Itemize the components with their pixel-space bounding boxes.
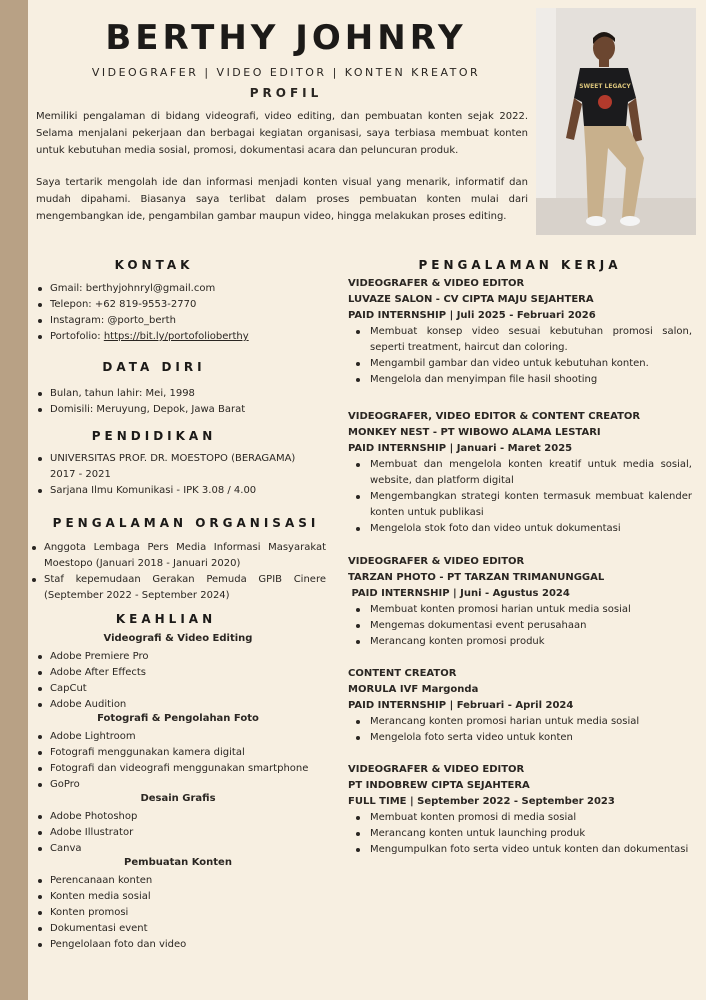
pengalaman-heading: PENGALAMAN KERJA bbox=[418, 258, 622, 272]
list-item: Mengambil gambar dan video untuk kebutuhan konten. bbox=[354, 356, 692, 372]
list-item: Dokumentasi event bbox=[36, 921, 336, 937]
keahlian-group-title: Videografi & Video Editing bbox=[103, 633, 253, 644]
job-period: PAID INTERNSHIP | Januari - Maret 2025 bbox=[348, 443, 573, 454]
list-item: Mengelola dan menyimpan file hasil shooting bbox=[354, 372, 692, 388]
portfolio-link[interactable]: https://bit.ly/portofolioberthy bbox=[103, 331, 249, 342]
list-item: Adobe Lightroom bbox=[36, 729, 336, 745]
list-item: Perencanaan konten bbox=[36, 873, 336, 889]
pendidikan-list bbox=[36, 451, 316, 499]
job-company: PT INDOBREW CIPTA SEJAHTERA bbox=[348, 780, 530, 791]
job-period: PAID INTERNSHIP | Juli 2025 - Februari 2026 bbox=[348, 310, 596, 321]
job-duties bbox=[354, 602, 692, 650]
list-item: Adobe Photoshop bbox=[36, 809, 336, 825]
job-company: LUVAZE SALON - CV CIPTA MAJU SEJAHTERA bbox=[348, 294, 594, 305]
list-item: Mengembangkan strategi konten termasuk membuat kalender konten untuk publikasi bbox=[354, 489, 692, 521]
profil-heading: PROFIL bbox=[249, 86, 323, 100]
list-item: Mengelola stok foto dan video untuk dokumentasi bbox=[354, 521, 692, 537]
list-item: Fotografi dan videografi menggunakan smartphone bbox=[36, 761, 336, 777]
job-company: MORULA IVF Margonda bbox=[348, 684, 479, 695]
list-item: Membuat konten promosi di media sosial bbox=[354, 810, 692, 826]
job-duties bbox=[354, 810, 692, 858]
keahlian-list-konten bbox=[36, 873, 336, 953]
list-item: Membuat dan mengelola konten kreatif untuk media sosial, website, dan platform digital bbox=[354, 457, 692, 489]
keahlian-list-video bbox=[36, 649, 336, 713]
list-item: Instagram: @porto_berth bbox=[36, 313, 336, 329]
kontak-list bbox=[36, 281, 336, 345]
list-item: GoPro bbox=[36, 777, 336, 793]
profile-photo bbox=[536, 8, 696, 235]
list-item: Canva bbox=[36, 841, 336, 857]
svg-text:SWEET LEGACY: SWEET LEGACY bbox=[579, 83, 631, 90]
job-entry bbox=[348, 666, 692, 746]
list-item: Membuat konsep video sesuai kebutuhan promosi salon, seperti treatment, haircut dan coloring. bbox=[354, 324, 692, 356]
list-item: Sarjana Ilmu Komunikasi - IPK 3.08 / 4.00 bbox=[36, 483, 316, 499]
keahlian-list-desain bbox=[36, 809, 336, 857]
list-item: Merancang konten untuk launching produk bbox=[354, 826, 692, 842]
keahlian-list-foto bbox=[36, 729, 336, 793]
list-item: Mengumpulkan foto serta video untuk konten dan dokumentasi bbox=[354, 842, 692, 858]
keahlian-group-title: Fotografi & Pengolahan Foto bbox=[97, 713, 259, 724]
list-item: Membuat konten promosi harian untuk media sosial bbox=[354, 602, 692, 618]
job-role: CONTENT CREATOR bbox=[348, 668, 457, 679]
job-duties bbox=[354, 457, 692, 537]
job-duties bbox=[354, 324, 692, 388]
list-item: Merancang konten promosi harian untuk media sosial bbox=[354, 714, 692, 730]
job-role: VIDEOGRAFER & VIDEO EDITOR bbox=[348, 764, 525, 775]
list-item: Mengemas dokumentasi event perusahaan bbox=[354, 618, 692, 634]
list-item bbox=[36, 329, 336, 345]
list-item: Konten promosi bbox=[36, 905, 336, 921]
list-item: Anggota Lembaga Pers Media Informasi Masyarakat Moestopo (Januari 2018 - Januari 2020) bbox=[30, 540, 326, 572]
list-item: Bulan, tahun lahir: Mei, 1998 bbox=[36, 386, 336, 402]
keahlian-heading: KEAHLIAN bbox=[115, 612, 217, 626]
job-entry bbox=[348, 276, 692, 388]
job-duties bbox=[354, 714, 692, 746]
person-photo-icon bbox=[536, 8, 696, 235]
job-role: VIDEOGRAFER, VIDEO EDITOR & CONTENT CREATOR bbox=[348, 411, 641, 422]
list-item: Staf kepemudaan Gerakan Pemuda GPIB Cinere (September 2022 - September 2024) bbox=[30, 572, 326, 604]
list-item: Adobe Premiere Pro bbox=[36, 649, 336, 665]
job-entry bbox=[348, 554, 692, 650]
list-item: CapCut bbox=[36, 681, 336, 697]
pendidikan-heading: PENDIDIKAN bbox=[91, 429, 217, 443]
list-item: Mengelola foto serta video untuk konten bbox=[354, 730, 692, 746]
data-diri-list bbox=[36, 386, 336, 418]
kontak-heading: KONTAK bbox=[114, 258, 194, 272]
job-company: MONKEY NEST - PT WIBOWO ALAMA LESTARI bbox=[348, 427, 601, 438]
list-item: Adobe After Effects bbox=[36, 665, 336, 681]
keahlian-group-title: Desain Grafis bbox=[140, 793, 216, 804]
job-period: PAID INTERNSHIP | Februari - April 2024 bbox=[348, 700, 574, 711]
list-item: Domisili: Meruyung, Depok, Jawa Barat bbox=[36, 402, 336, 418]
organisasi-list bbox=[30, 540, 326, 604]
profil-paragraph-2: Saya tertarik mengolah ide dan informasi menjadi konten visual yang menarik, informatif dan mudah dipahami. Biasanya saya terlibat dalam proses pembuatan konten mulai dari mengembangkan ide, pengambilan gambar maupun video, hingga melakukan proses editing. bbox=[36, 177, 528, 222]
list-item: Adobe Illustrator bbox=[36, 825, 336, 841]
job-company: TARZAN PHOTO - PT TARZAN TRIMANUNGGAL bbox=[348, 572, 605, 583]
list-item: Telepon: +62 819-9553-2770 bbox=[36, 297, 336, 313]
list-item: Fotografi menggunakan kamera digital bbox=[36, 745, 336, 761]
resume-name: BERTHY JOHNRY bbox=[105, 18, 467, 58]
data-diri-heading: DATA DIRI bbox=[102, 360, 206, 374]
left-accent-strip bbox=[0, 0, 28, 1000]
keahlian-group-title: Pembuatan Konten bbox=[124, 857, 232, 868]
job-entry bbox=[348, 409, 692, 537]
list-item: Adobe Audition bbox=[36, 697, 336, 713]
job-period: FULL TIME | September 2022 - September 2023 bbox=[348, 796, 615, 807]
job-entry bbox=[348, 762, 692, 858]
list-item: Gmail: berthyjohnryl@gmail.com bbox=[36, 281, 336, 297]
list-item: UNIVERSITAS PROF. DR. MOESTOPO (BERAGAMA) 2017 - 2021 bbox=[36, 451, 316, 483]
portfolio-label: Portofolio: bbox=[50, 331, 104, 342]
list-item: Merancang konten promosi produk bbox=[354, 634, 692, 650]
resume-tagline: VIDEOGRAFER | VIDEO EDITOR | KONTEN KREATOR bbox=[91, 66, 481, 79]
organisasi-heading: PENGALAMAN ORGANISASI bbox=[52, 516, 320, 530]
job-role: VIDEOGRAFER & VIDEO EDITOR bbox=[348, 556, 525, 567]
profil-paragraph-1: Memiliki pengalaman di bidang videografi, video editing, dan pembuatan konten sejak 2022. Selama menjalani pekerjaan dan berbagai kegiatan organisasi, saya terbiasa membuat konten untuk kebutuhan media sosial, promosi, dokumentasi acara dan peluncuran produk. bbox=[36, 111, 528, 156]
list-item: Konten media sosial bbox=[36, 889, 336, 905]
list-item: Pengelolaan foto dan video bbox=[36, 937, 336, 953]
job-period: PAID INTERNSHIP | Juni - Agustus 2024 bbox=[348, 588, 570, 599]
job-role: VIDEOGRAFER & VIDEO EDITOR bbox=[348, 278, 525, 289]
